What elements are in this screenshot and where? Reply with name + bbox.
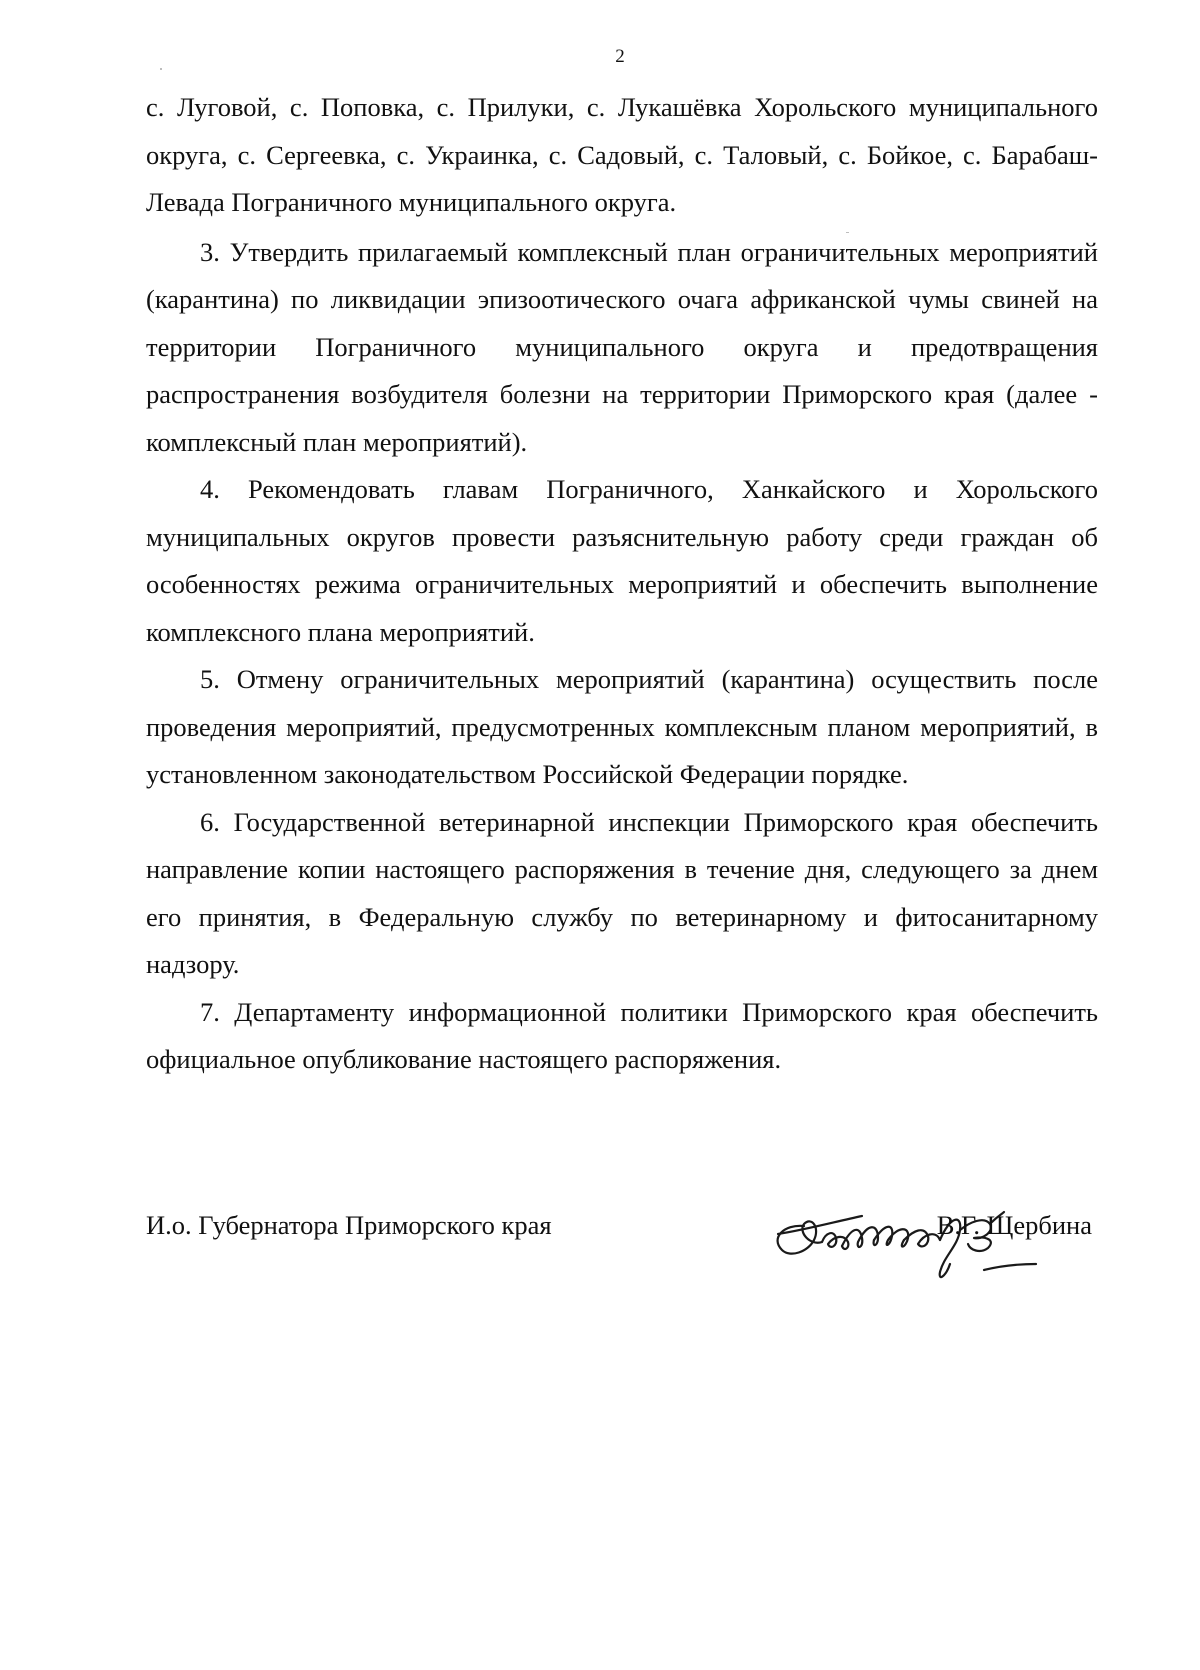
- paragraph-item-7: 7. Департаменту информационной политики Приморского края обеспечить официальное опубликование настоящего распоряжения.: [146, 996, 1098, 1074]
- signer-name: В.Г. Щербина: [936, 1210, 1092, 1240]
- paragraph-intro: с. Луговой, с. Поповка, с. Прилуки, с. Лукашёвка Хорольского муниципального округа, с. Сергеевка, с. Украинка, с. Садовый, с. Таловый, с. Бойкое, с. Барабаш-Левада Пограничного муниципального округа.: [146, 92, 1098, 217]
- paragraph-item-4: 4. Рекомендовать главам Пограничного, Ханкайского и Хорольского муниципальных округов провести разъяснительную работу среди граждан об особенностях режима ограничительных мероприятий и обеспечить выполнение комплексного плана мероприятий.: [146, 474, 1098, 647]
- paragraph-item-5: 5. Отмену ограничительных мероприятий (карантина) осуществить после проведения мероприятий, предусмотренных комплексным планом мероприятий, в установленном законодательством Российской Федерации порядке.: [146, 664, 1098, 789]
- signer-position: И.о. Губернатора Приморского края: [146, 1210, 552, 1240]
- paragraph-item-6: 6. Государственной ветеринарной инспекции Приморского края обеспечить направление копии настоящего распоряжения в течение дня, следующего за днем его принятия, в Федеральную службу по ветеринарному и фитосанитарному надзору.: [146, 806, 1098, 979]
- scan-speck: [160, 68, 162, 70]
- signature-block: [146, 1196, 1098, 1286]
- document-body: [146, 84, 1098, 1084]
- paragraph-item-3: 3. Утвердить прилагаемый комплексный план ограничительных мероприятий (карантина) по ликвидации эпизоотического очага африканской чумы свиней на территории Пограничного муниципального округа и предотвращения распространения возбудителя болезни на территории Приморского края (далее - комплексный план мероприятий).: [146, 236, 1098, 457]
- scan-speck: [846, 232, 849, 233]
- page-number: 2: [615, 46, 625, 67]
